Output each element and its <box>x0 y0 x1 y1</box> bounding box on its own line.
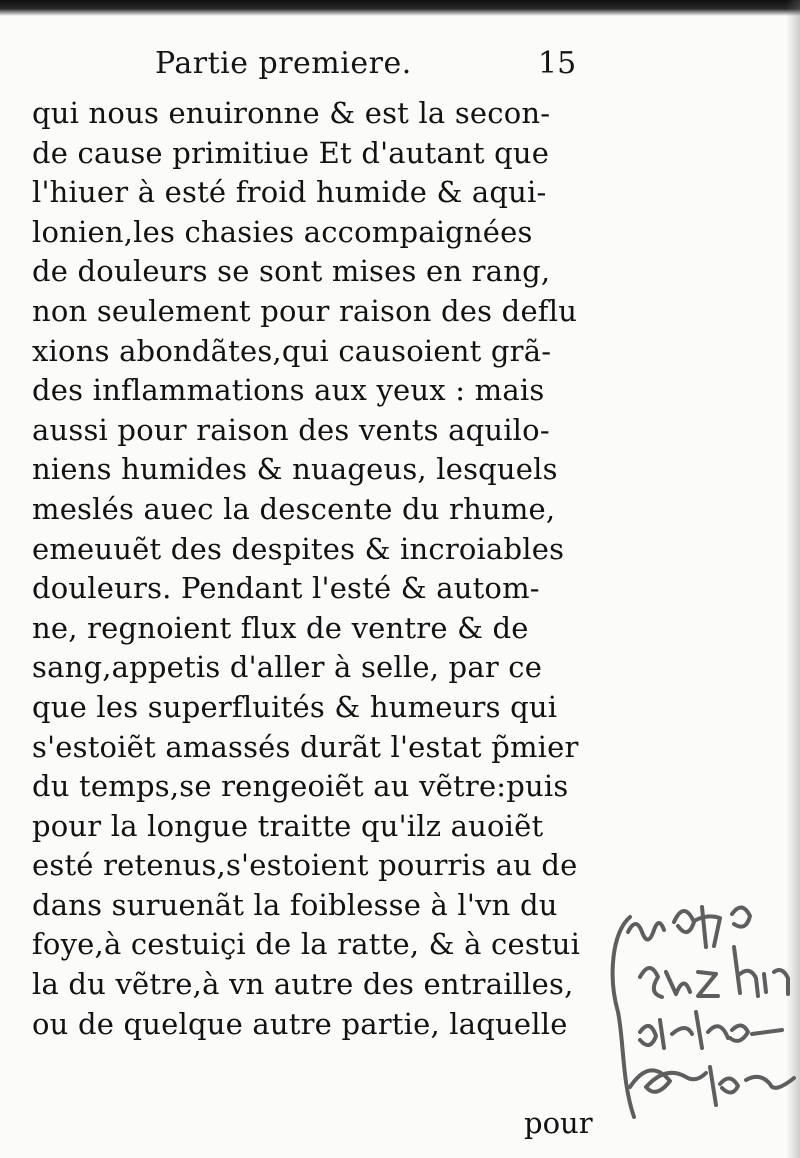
text-line: que les superfluités & humeurs qui <box>32 689 558 724</box>
text-line: aussi pour raison des vents aquilo- <box>32 412 550 447</box>
text-line: foye,à cestuiçi de la ratte, & à cestui <box>32 927 581 962</box>
catchword: pour <box>524 1106 593 1140</box>
handwritten-note-icon <box>600 862 800 1132</box>
page-top-shadow <box>0 0 800 16</box>
text-line: qui nous enuironne & est la secon- <box>32 96 551 130</box>
text-line: emeuuẽt des despites & incroiables <box>32 531 565 566</box>
text-line: esté retenus,s'estoient pourris au de <box>32 848 578 883</box>
running-title: Partie premiere. <box>155 46 412 81</box>
body-text <box>32 94 607 1044</box>
page-number: 15 <box>538 46 577 81</box>
text-line: de cause primitiue Et d'autant que <box>32 135 550 170</box>
text-line: niens humides & nuageus, lesquels <box>32 452 558 487</box>
text-line: des inflammations aux yeux : mais <box>32 373 545 408</box>
text-line: du temps,se rengeoiẽt au vẽtre:puis <box>32 769 569 804</box>
text-line: lonien,les chasies accompaignées <box>32 214 533 249</box>
text-line: de douleurs se sont mises en rang, <box>32 254 551 289</box>
text-line: ne, regnoient flux de ventre & de <box>32 610 529 645</box>
text-line: dans suruenãt la foiblesse à l'vn du <box>32 887 558 922</box>
text-line: la du vẽtre,à vn autre des entrailles, <box>32 967 574 1002</box>
text-line: sang,appetis d'aller à selle, par ce <box>32 650 543 685</box>
text-line: meslés auec la descente du rhume, <box>32 491 556 526</box>
text-line: l'hiuer à esté froid humide & aqui- <box>32 175 547 210</box>
text-line: non seulement pour raison des deflu <box>32 293 578 328</box>
text-line: pour la longue traitte qu'ilz auoiẽt <box>32 808 544 843</box>
text-line: douleurs. Pendant l'esté & autom- <box>32 571 540 606</box>
text-line: s'estoiẽt amassés durãt l'estat p̃mier <box>32 729 579 764</box>
text-line: ou de quelque autre partie, laquelle <box>32 1006 568 1041</box>
text-line: xions abondãtes,qui causoient grã- <box>32 333 552 368</box>
